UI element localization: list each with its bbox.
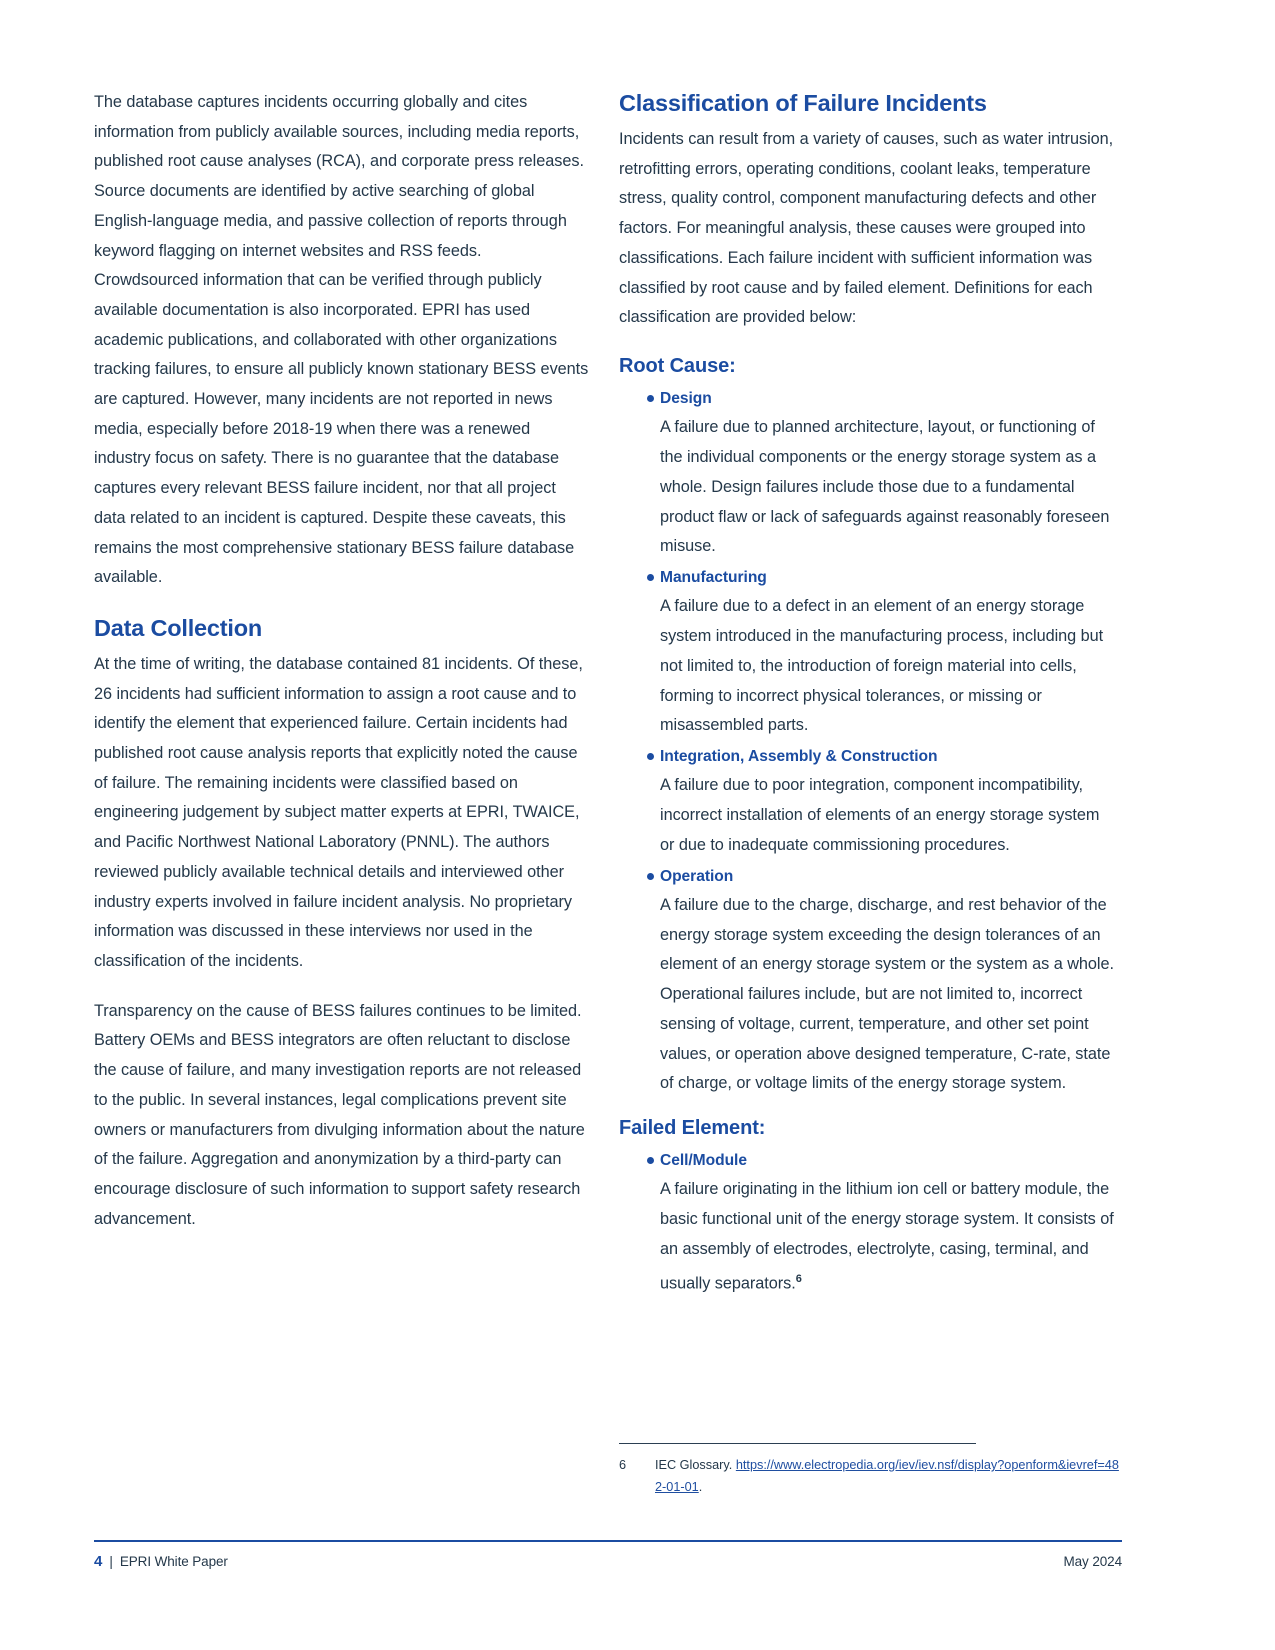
bullet-icon — [647, 395, 654, 402]
bullet-icon — [647, 574, 654, 581]
list-item — [619, 384, 1114, 562]
list-item — [619, 862, 1114, 1099]
list-item — [619, 1146, 1114, 1299]
footer-row — [94, 1553, 1122, 1570]
failed-element-heading: Failed Element: — [619, 1116, 766, 1139]
root-cause-list — [619, 384, 1114, 1099]
right-column — [619, 88, 1114, 1300]
footnote-text — [655, 1455, 1124, 1498]
term-label: Integration, Assembly & Construction — [660, 747, 938, 765]
footnote-link[interactable]: https://www.electropedia.org/iev/iev.nsf/display?openform&ievref=482-01-01 — [655, 1458, 1119, 1494]
term-definition — [660, 1175, 1114, 1298]
term-label: Operation — [660, 867, 734, 885]
footnote-divider — [619, 1443, 976, 1444]
footnote-number: 6 — [619, 1458, 627, 1472]
data-collection-heading: Data Collection — [94, 614, 263, 641]
footnote-block — [619, 1443, 1124, 1498]
two-column-layout — [94, 88, 1124, 1300]
footer-divider — [94, 1540, 1122, 1542]
bullet-icon — [647, 753, 654, 760]
footer-date: May 2024 — [1063, 1554, 1122, 1569]
data-collection-paragraph-2: Transparency on the cause of BESS failures continues to be limited. Battery OEMs and BESS integrators are often reluctant to disclose the cause of failure, and many investigation reports are not released to the public. In several instances, legal complications prevent site owners or manufacturers from divulging information about the nature of the failure. Aggregation and anonymization by a third-party can encourage disclosure of such information to support safety research advancement. — [94, 1001, 585, 1228]
page-footer — [94, 1540, 1122, 1570]
footer-separator: | — [109, 1554, 113, 1569]
classification-heading: Classification of Failure Incidents — [619, 90, 987, 116]
data-collection-paragraph-1: At the time of writing, the database contained 81 incidents. Of these, 26 incidents had sufficient information to assign a root cause and to identify the element that experienced failure. Certain incidents had published root cause analysis reports that explicitly noted the cause of failure. The remaining incidents were classified based on engineering judgement by subject matter experts at EPRI, TWAICE, and Pacific Northwest National Laboratory (PNNL). The authors reviewed publicly available technical details and interviewed other industry experts involved in failure incident analysis. No proprietary information was discussed in these interviews nor used in the classification of the incidents. — [94, 654, 583, 970]
term-definition: A failure due to the charge, discharge, and rest behavior of the energy storage system exceeding the design tolerances of an element of an energy storage system or the system as a whole. Operational failures include, but are not limited to, incorrect sensing of voltage, current, temperature, and other set point values, or operation above designed temperature, C-rate, state of charge, or voltage limits of the energy storage system. — [660, 896, 1114, 1093]
list-item — [619, 742, 1114, 861]
left-column — [94, 88, 589, 1300]
intro-paragraph: The database captures incidents occurring globally and cites information from publicly available sources, including media reports, published root cause analyses (RCA), and corporate press releases. Source documents are identified by active searching of global English-language media, and passive collection of reports through keyword flagging on internet websites and RSS feeds. Crowdsourced information that can be verified through publicly available documentation is also incorporated. EPRI has used academic publications, and collaborated with other organizations tracking failures, to ensure all publicly known stationary BESS events are captured. However, many incidents are not reported in news media, especially before 2018-19 when there was a renewed industry focus on safety. There is no guarantee that the database captures every relevant BESS failure incident, nor that all project data related to an incident is captured. Despite these caveats, this remains the most comprehensive stationary BESS failure database available. — [94, 93, 589, 587]
bullet-icon — [647, 873, 654, 880]
footnote-suffix: . — [698, 1479, 703, 1494]
footnote-row — [619, 1455, 1124, 1498]
term-label: Manufacturing — [660, 568, 767, 586]
term-definition: A failure due to planned architecture, layout, or functioning of the individual components or the energy storage system as a whole. Design failures include those due to a fundamental product flaw or lack of safeguards against reasonably foreseen misuse. — [660, 418, 1110, 556]
root-cause-heading: Root Cause: — [619, 354, 736, 377]
term-definition-text: A failure originating in the lithium ion cell or battery module, the basic functional unit of the energy storage system. It consists of an assembly of electrodes, electrolyte, casing, terminal, and usually separators. — [660, 1180, 1114, 1293]
bullet-icon — [647, 1157, 654, 1164]
term-definition: A failure due to poor integration, component incompatibility, incorrect installation of elements of an energy storage system or due to inadequate commissioning procedures. — [660, 776, 1100, 854]
term-label: Design — [660, 389, 712, 407]
term-label: Cell/Module — [660, 1151, 747, 1169]
footnote-reference-marker: 6 — [795, 1272, 802, 1285]
term-definition: A failure due to a defect in an element of an energy storage system introduced in the manufacturing process, including but not limited to, the introduction of foreign material into cells, forming to incorrect physical tolerances, or missing or misassembled parts. — [660, 597, 1104, 735]
classification-intro-paragraph: Incidents can result from a variety of causes, such as water intrusion, retrofitting errors, operating conditions, coolant leaks, temperature stress, quality control, component manufacturing defects and other factors. For meaningful analysis, these causes were grouped into classifications. Each failure incident with sufficient information was classified by root cause and by failed element. Definitions for each classification are provided below: — [619, 130, 1114, 327]
footer-document-title: EPRI White Paper — [119, 1554, 228, 1569]
page-number: 4 — [94, 1553, 103, 1570]
list-item — [619, 563, 1114, 741]
footnote-prefix: IEC Glossary. — [655, 1458, 736, 1472]
footer-left-group — [94, 1553, 228, 1570]
failed-element-list — [619, 1146, 1114, 1299]
